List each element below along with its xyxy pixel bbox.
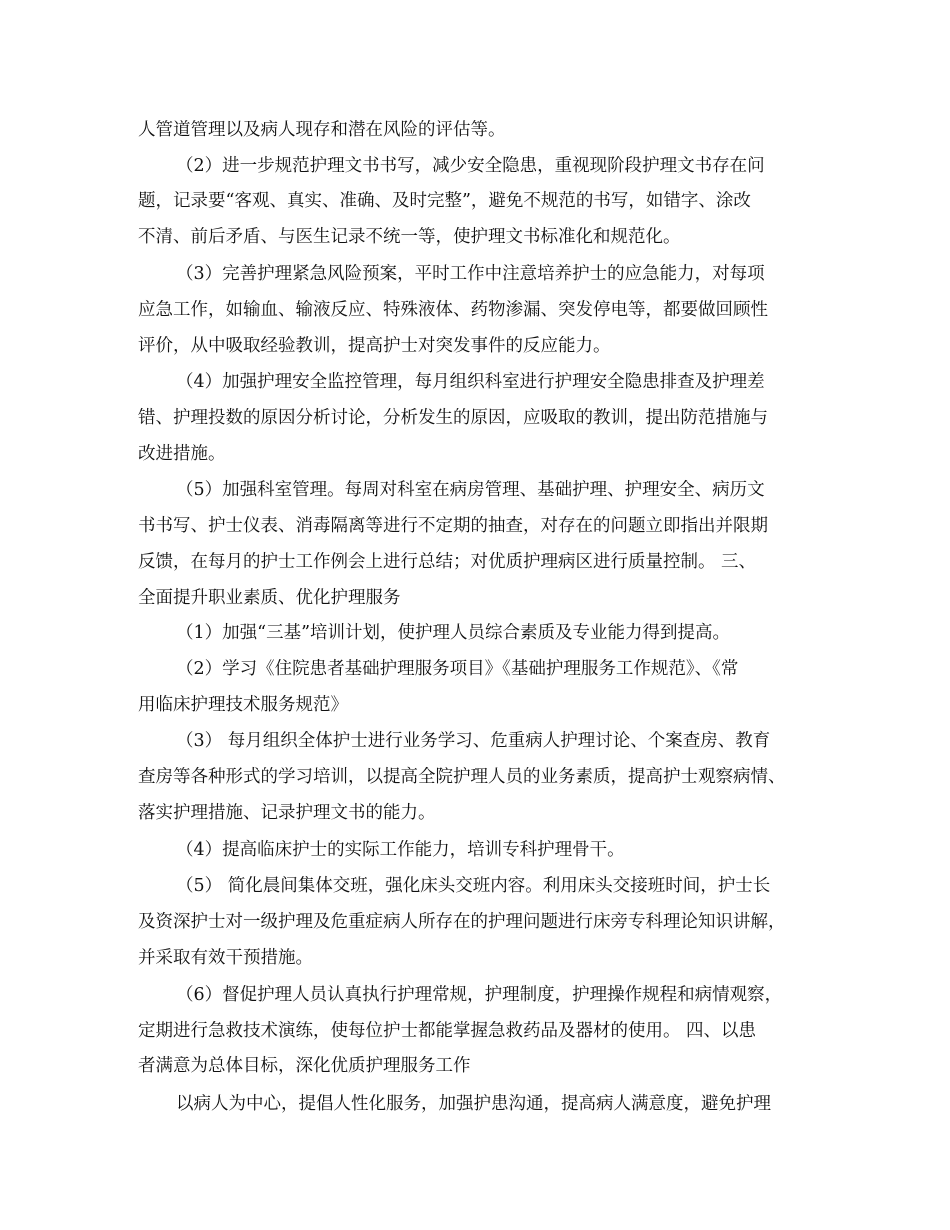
text-line: 定期进行急救技术演练，使每位护士都能掌握急救药品及器材的使用。 四、以患 (138, 1021, 757, 1041)
text-line: （5） 简化晨间集体交班，强化床头交班内容。利用床头交接班时间，护士长 (176, 876, 771, 896)
text-line: （1）加强“三基”培训计划，使护理人员综合素质及专业能力得到提高。 (176, 623, 731, 643)
text-line: 及资深护士对一级护理及危重症病人所存在的护理问题进行床旁专科理论知识讲解， (138, 912, 786, 932)
text-line: 落实护理措施、记录护理文书的能力。 (138, 803, 436, 823)
text-line: 题，记录要“客观、真实、准确、及时完整”，避免不规范的书写，如错字、涂改 (138, 191, 751, 211)
text-line: 者满意为总体目标，深化优质护理服务工作 (138, 1056, 471, 1076)
text-line: 书书写、护士仪表、消毒隔离等进行不定期的抽查，对存在的问题立即指出并限期 (138, 516, 768, 536)
text-line: 用临床护理技术服务规范》 (138, 695, 348, 715)
text-line: 应急工作，如输血、输液反应、特殊液体、药物渗漏、突发停电等，都要做回顾性 (138, 300, 768, 320)
text-line: （4）提高临床护士的实际工作能力，培训专科护理骨干。 (176, 840, 625, 860)
text-line: 查房等各种形式的学习培训，以提高全院护理人员的业务素质，提高护士观察病情、 (138, 767, 786, 787)
text-line: （6）督促护理人员认真执行护理常规，护理制度，护理操作规程和病情观察， (176, 985, 783, 1005)
text-line: （4）加强护理安全监控管理，每月组织科室进行护理安全隐患排查及护理差 (176, 372, 765, 392)
text-line: 反馈，在每月的护士工作例会上进行总结；对优质护理病区进行质量控制。 三、 (138, 552, 757, 572)
text-line: 评价，从中吸取经验教训，提高护士对突发事件的反应能力。 (138, 336, 611, 356)
text-line: 以病人为中心，提倡人性化服务，加强护患沟通，提高病人满意度，避免护理 (176, 1094, 771, 1114)
text-line: （5）加强科室管理。每周对科室在病房管理、基础护理、护理安全、病历文 (176, 480, 765, 500)
text-line: （3） 每月组织全体护士进行业务学习、危重病人护理讨论、个案查房、教育 (176, 731, 771, 751)
text-line: （2）进一步规范护理文书书写，减少安全隐患，重视现阶段护理文书存在问 (176, 156, 765, 176)
text-line: 全面提升职业素质、优化护理服务 (138, 588, 401, 608)
text-line: 改进措施。 (138, 444, 226, 464)
text-line: 并采取有效干预措施。 (138, 948, 313, 968)
text-line: 错、护理投数的原因分析讨论，分析发生的原因，应吸取的教训，提出防范措施与 (138, 408, 768, 428)
text-line: 人管道管理以及病人现存和潜在风险的评估等。 (138, 120, 506, 140)
text-line: 不清、前后矛盾、与医生记录不统一等，使护理文书标准化和规范化。 (138, 227, 681, 247)
text-line: （2）学习《住院患者基础护理服务项目》《基础护理服务工作规范》、《常 (176, 659, 739, 679)
text-line: （3）完善护理紧急风险预案，平时工作中注意培养护士的应急能力，对每项 (176, 264, 765, 284)
